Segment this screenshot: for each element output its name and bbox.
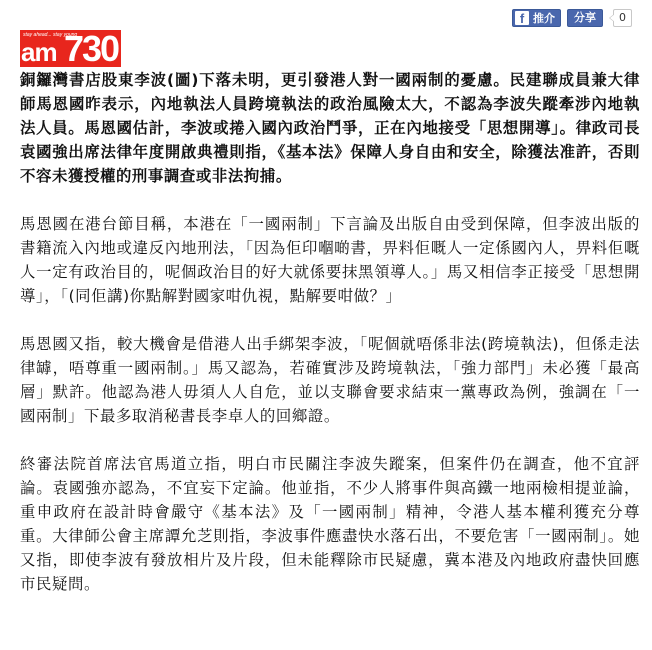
logo-brand-number: 730 xyxy=(64,30,119,67)
like-label: 推介 xyxy=(533,12,555,25)
article-paragraph: 馬恩國在港台節目稱，本港在「一國兩制」下言論及出版自由受到保障，但李波出版的書籍流入內地或違反內地刑法，「因為佢印嗰啲書，畀料佢嘅人一定係國內人，畀料佢嘅人一定有政治目的，呢個政治目的好大就係要抹黑領導人。」馬又相信李正接受「思想開導」，「(同佢講)你點解對國家咁仇視，點解要咁做？」 xyxy=(20,215,640,305)
facebook-share-button[interactable]: 分享 xyxy=(567,9,603,27)
article-lead-paragraph: 銅鑼灣書店股東李波(圖)下落未明，更引發港人對一國兩制的憂慮。民建聯成員兼大律師馬恩國昨表示，內地執法人員跨境執法的政治風險太大，不認為李波失蹤牽涉內地執法人員。馬恩國估計，李波或捲入國內政治鬥爭，正在內地接受「思想開導」。律政司長袁國強出席法律年度開啟典禮則指，《基本法》保障人身自由和安全，除獲法准許，否則不容未獲授權的刑事調查或非法拘捕。 xyxy=(20,71,640,185)
am730-logo[interactable] xyxy=(20,30,121,67)
facebook-like-button[interactable] xyxy=(512,9,561,27)
share-count: 0 xyxy=(613,9,632,27)
logo-tagline: stay ahead... stay young xyxy=(23,32,78,38)
article-paragraph: 馬恩國又指，較大機會是借港人出手綁架李波，「呢個就唔係非法(跨境執法)，但係走法律罅，唔尊重一國兩制。」馬又認為，若確實涉及跨境執法，「強力部門」未必獲「最高層」默許。他認為港人毋須人人自危，並以支聯會要求結束一黨專政為例，強調在「一國兩制」下最多取消秘書長李卓人的回鄉證。 xyxy=(20,335,640,425)
logo-brand-prefix: am xyxy=(21,37,57,67)
facebook-icon: f xyxy=(515,11,529,25)
article-paragraph: 終審法院首席法官馬道立指，明白市民關注李波失蹤案，但案件仍在調查，他不宜評論。袁國強亦認為，不宜妄下定論。他並指，不少人將事件與高鐵一地兩檢相提並論，重申政府在設計時會嚴守《基本法》及「一國兩制」精神，令港人基本權利獲充分尊重。大律師公會主席譚允芝則指，李波事件應盡快水落石出，不要危害「一國兩制」。她又指，即使李波有發放相片及片段，但未能釋除市民疑慮，冀本港及內地政府盡快回應市民疑問。 xyxy=(20,455,640,593)
article-body xyxy=(20,68,640,620)
social-toolbar xyxy=(512,8,632,28)
